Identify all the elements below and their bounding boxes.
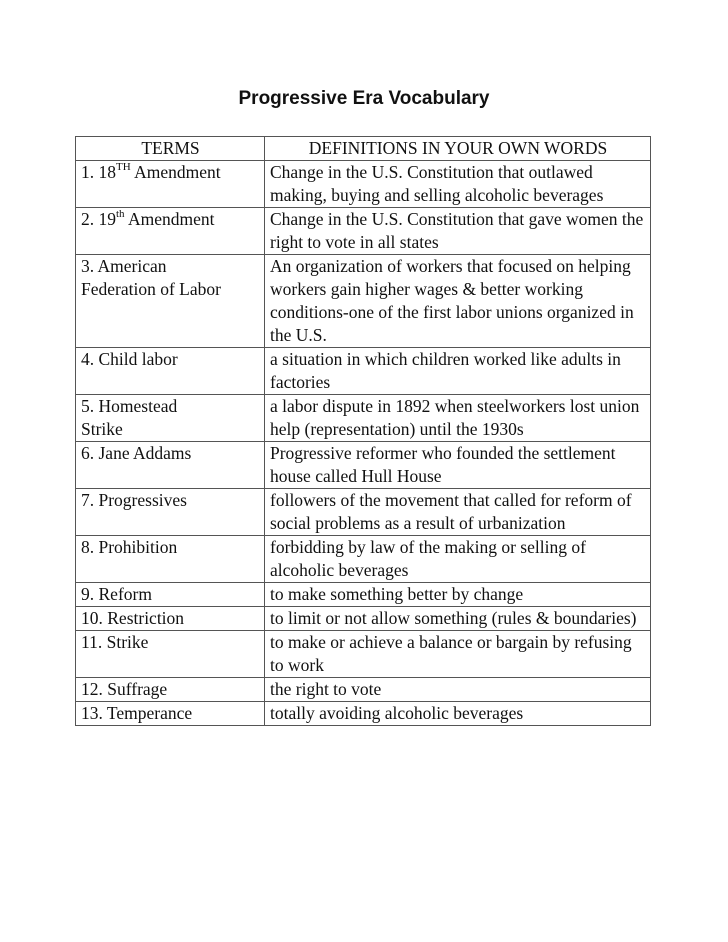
table-row — [76, 702, 651, 726]
term-text: 5. Homestead — [81, 396, 178, 416]
term-cell — [76, 255, 265, 348]
terms-column-header: TERMS — [76, 137, 265, 161]
table-row — [76, 161, 651, 208]
table-row — [76, 395, 651, 442]
table-row — [76, 607, 651, 631]
term-cell — [76, 395, 265, 442]
term-cell: 13. Temperance — [76, 702, 265, 726]
table-row — [76, 348, 651, 395]
definition-cell: totally avoiding alcoholic beverages — [265, 702, 651, 726]
definition-cell: Progressive reformer who founded the settlement house called Hull House — [265, 442, 651, 489]
table-row — [76, 631, 651, 678]
table-row — [76, 255, 651, 348]
table-row — [76, 489, 651, 536]
term-text: 2. 19 — [81, 209, 116, 229]
term-cell: 10. Restriction — [76, 607, 265, 631]
term-superscript: th — [116, 208, 125, 221]
table-row — [76, 583, 651, 607]
term-cell — [76, 208, 265, 255]
table-header-row — [76, 137, 651, 161]
definition-cell: the right to vote — [265, 678, 651, 702]
table-row — [76, 678, 651, 702]
definition-cell: a labor dispute in 1892 when steelworkers lost union help (representation) until the 1930s — [265, 395, 651, 442]
table-row — [76, 442, 651, 489]
term-cell: 7. Progressives — [76, 489, 265, 536]
definition-cell: An organization of workers that focused on helping workers gain higher wages & better working conditions-one of the first labor unions organized in the U.S. — [265, 255, 651, 348]
definition-cell: a situation in which children worked like adults in factories — [265, 348, 651, 395]
term-cell: 9. Reform — [76, 583, 265, 607]
term-cell — [76, 161, 265, 208]
definition-cell: Change in the U.S. Constitution that gave women the right to vote in all states — [265, 208, 651, 255]
table-row — [76, 536, 651, 583]
definition-cell: to make or achieve a balance or bargain by refusing to work — [265, 631, 651, 678]
term-text: 1. 18 — [81, 162, 116, 182]
term-cell: 4. Child labor — [76, 348, 265, 395]
definition-cell: to limit or not allow something (rules & boundaries) — [265, 607, 651, 631]
term-cell: 6. Jane Addams — [76, 442, 265, 489]
term-text: Federation of Labor — [81, 279, 221, 299]
definition-cell: followers of the movement that called for reform of social problems as a result of urbanization — [265, 489, 651, 536]
term-superscript: TH — [116, 161, 131, 174]
term-cell: 12. Suffrage — [76, 678, 265, 702]
term-cell: 11. Strike — [76, 631, 265, 678]
page-title: Progressive Era Vocabulary — [238, 88, 490, 109]
term-text: Amendment — [130, 162, 221, 182]
definition-cell: forbidding by law of the making or selling of alcoholic beverages — [265, 536, 651, 583]
term-cell: 8. Prohibition — [76, 536, 265, 583]
vocabulary-table — [75, 136, 651, 726]
definition-cell: Change in the U.S. Constitution that outlawed making, buying and selling alcoholic beverages — [265, 161, 651, 208]
table-row — [76, 208, 651, 255]
term-text: Strike — [81, 419, 123, 439]
term-text: Amendment — [124, 209, 215, 229]
definitions-column-header: DEFINITIONS IN YOUR OWN WORDS — [265, 137, 651, 161]
term-text: 3. American — [81, 256, 167, 276]
definition-cell: to make something better by change — [265, 583, 651, 607]
